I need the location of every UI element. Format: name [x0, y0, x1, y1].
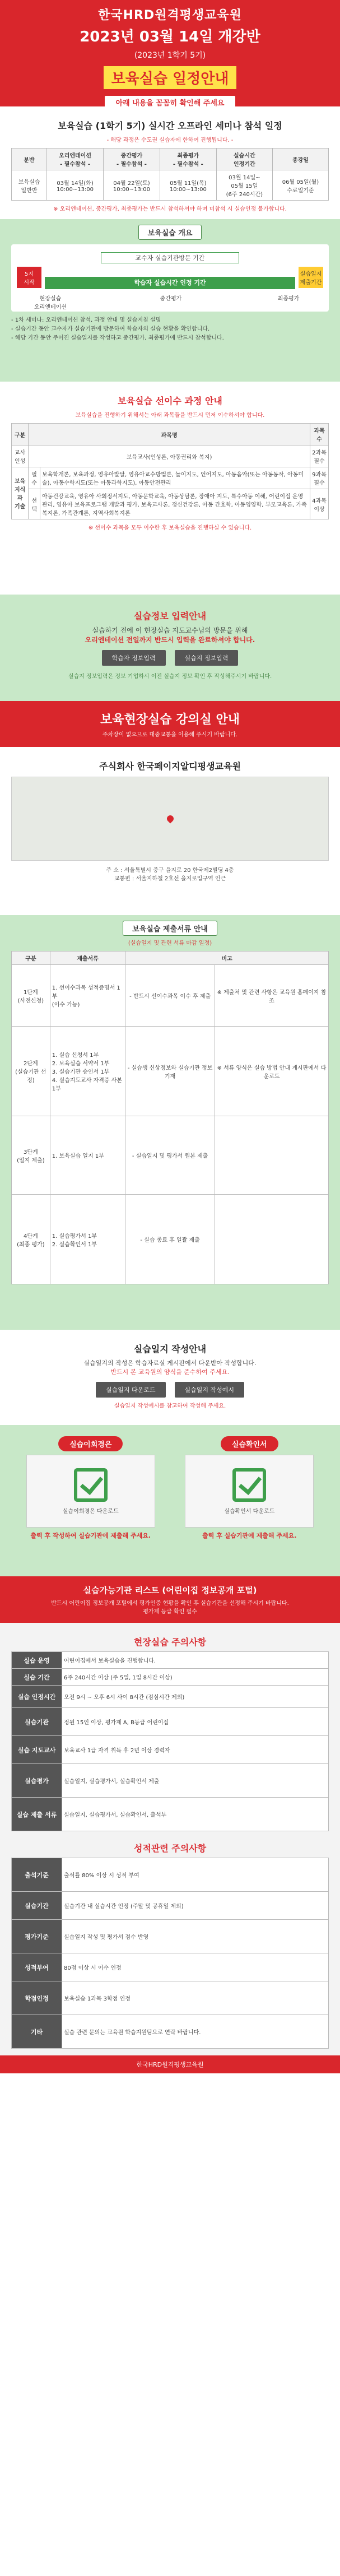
courses-desc: 보육실습을 진행하기 위해서는 아래 과목들을 반드시 먼저 이수하셔야 합니다. — [75, 412, 265, 419]
docs-header: 비고 — [125, 952, 329, 965]
overview-note: - 실습기간 동안 교수자가 실습기관에 방문하여 학습자의 실습 현황을 확인합니다. — [11, 326, 210, 332]
doc-right-download: 실습확인서 다운로드 — [224, 1508, 275, 1515]
practice-info-line2: 오리엔테이션 전일까지 반드시 입력을 완료하셔야 합니다. — [85, 636, 255, 644]
docs-cell: 1. 실습평가서 1부 2. 실습확인서 1부 — [50, 1195, 125, 1284]
overview-notes — [11, 316, 329, 343]
visit-period: 교수자 실습기관방문 기간 — [101, 252, 239, 263]
grades-title: 성적관련 주의사항 — [133, 1843, 207, 1854]
docs-title: 보육실습 제출서류 안내 — [123, 921, 217, 936]
label-final: 최종평가 — [277, 296, 300, 302]
journal-line1: 실습일지의 작성은 학습자료실 게시판에서 다운받아 작성합니다. — [83, 1359, 257, 1367]
list-line1: 반드시 어린이집 정보공개 포털에서 평가인증 현황을 확인 후 실습기관을 선정해 주시기 바랍니다. — [51, 1600, 289, 1607]
timeline-bar: 학습자 실습시간 인정 기간 — [45, 277, 295, 289]
practice-info-line1: 실습하기 전에 이 현장실습 지도교수님의 방문을 위해 — [92, 626, 248, 634]
schedule-cell: 04월 22일(토) 10:00~13:00 — [103, 170, 160, 201]
confirm-section — [0, 1425, 340, 1576]
schedule-footnote: ※ 오리엔테이션, 중간평가, 최종평가는 반드시 참석하셔야 하며 미참석 시 실습인정 불가합니다. — [53, 206, 287, 212]
schedule-table — [11, 148, 329, 201]
list-title[interactable]: 실습가능기관 리스트 (어린이집 정보공개 포털) — [83, 1585, 257, 1595]
cautions-section — [0, 1623, 340, 2055]
doc-left-image[interactable] — [26, 1455, 155, 1528]
grade-text: 실습기간 내 실습시간 인정 (주말 및 공휴일 제외) — [62, 1892, 329, 1920]
grade-text: 실습일지 작성 및 평가서 점수 반영 — [62, 1920, 329, 1953]
practice-info-note: 실습지 정보입력은 정보 기업하시 이전 실습지 정보 확인 후 작성해주시기 바랍니다. — [68, 674, 272, 680]
journal-title: 실습일지 작성안내 — [133, 1344, 207, 1354]
docs-cell: - 실습 종료 후 일괄 제출 — [125, 1195, 215, 1284]
journal-line2: 반드시 본 교육원의 양식을 준수하여 주세요. — [110, 1368, 230, 1376]
timeline-start: 5지 시작 — [17, 267, 41, 288]
label-mid: 중간평가 — [160, 296, 182, 302]
label-ot: 현장실습 오리엔테이션 — [34, 296, 67, 310]
hero-header — [0, 0, 340, 120]
docs-section — [0, 915, 340, 1330]
grade-label: 실습기간 — [12, 1892, 62, 1920]
caution-label: 실습기관 — [12, 1708, 62, 1736]
courses-cell: 교사 인성 — [12, 445, 29, 467]
caution-label: 실습 제출 서류 — [12, 1798, 62, 1831]
cautions-table — [11, 1651, 329, 1831]
footer: 한국HRD원격평생교육원 — [0, 2055, 340, 2073]
docs-header: 제출서류 — [50, 952, 125, 965]
docs-cell: - 실습일지 및 평가서 원본 제출 — [125, 1116, 215, 1195]
journal-download-button[interactable]: 실습일지 다운로드 — [96, 1382, 166, 1398]
schedule-cell: 보육실습 일반반 — [12, 170, 47, 201]
timeline-end: 실습일지 제출기간 — [299, 267, 323, 288]
courses-cell: 보육학개론, 보육과정, 영유아발달, 영유아교수방법론, 놀이지도, 언어지도, 아동음악(또는 아동동작, 아동미술), 아동수학지도(또는 아동과학지도), 아동안전관리 — [40, 467, 310, 489]
docs-cell: 1. 선이수과목 성적증명서 1부 (이수 가능) — [50, 965, 125, 1027]
courses-cell: 필수 — [29, 467, 40, 489]
grade-text: 출석률 80% 이상 시 성적 부여 — [62, 1858, 329, 1892]
term-sub: (2023년 1학기 5기) — [134, 51, 206, 60]
schedule-banner: 보육실습 일정안내 — [104, 66, 237, 89]
caution-label: 실습 운영 — [12, 1652, 62, 1669]
courses-cell: 보육 지식과 기술 — [12, 467, 29, 519]
note-title: 아래 내용을 꼼꼼히 확인해 주세요 — [105, 96, 236, 109]
seminar-schedule — [0, 106, 340, 219]
docs-cell: 1단계 (사전신청) — [12, 965, 50, 1027]
caution-text: 6주 240시간 이상 (주 5일, 1일 8시간 이상) — [62, 1669, 329, 1686]
lecture-transport: 교통편 : 서울지하철 2호선 을지로입구역 인근 — [114, 876, 226, 882]
courses-cell: 보육교사(인성론, 아동권리와 복지) — [29, 445, 310, 467]
practice-info-title: 실습정보 입력안내 — [133, 611, 207, 621]
schedule-cell: 03월 14일~ 05월 15일 (6주 240시간) — [216, 170, 272, 201]
lecture-place: 주식회사 한국페이지알디평생교육원 — [99, 761, 241, 772]
docs-cell: 1. 실습 신청서 1부 2. 보육실습 서약서 1부 3. 실습기관 승인서 1부 4. 실습지도교사 자격증 사본 1부 — [50, 1027, 125, 1116]
grade-label: 평가기준 — [12, 1920, 62, 1953]
courses-header: 과목명 — [29, 424, 310, 445]
caution-text: 실습일지, 실습평가서, 실습확인서 제출 — [62, 1764, 329, 1798]
grade-label: 학점인정 — [12, 1981, 62, 2015]
docs-cell: - 반드시 선이수과목 이수 후 제출 — [125, 965, 215, 1027]
schedule-cell: 05월 11일(목) 10:00~13:00 — [160, 170, 216, 201]
seminar-title: 보육실습 (1학기 5기) 실시간 오프라인 세미나 참석 일정 — [58, 120, 282, 131]
lecture-sub: 주차장이 없으므로 대중교통을 이용해 주시기 바랍니다. — [102, 732, 238, 738]
site-info-button[interactable]: 실습지 정보입력 — [175, 650, 239, 666]
cautions-title: 현장실습 주의사항 — [133, 1637, 207, 1647]
schedule-header: 분반 — [12, 148, 47, 170]
grades-table — [11, 1858, 329, 2049]
lecture-address: 주 소 : 서울특별시 중구 을지로 20 한국제2빌딩 4층 — [106, 867, 234, 874]
seminar-subtitle: - 해당 과정은 수도권 실습자에 한하여 진행됩니다. - — [106, 137, 234, 143]
courses-cell: 2과목 필수 — [310, 445, 329, 467]
check-icon — [74, 1468, 108, 1502]
doc-left-head: 실습이회경은 — [58, 1436, 123, 1451]
courses-cell: 선택 — [29, 489, 40, 519]
lecture-map[interactable] — [11, 777, 329, 861]
courses-header: 구분 — [12, 424, 29, 445]
docs-cell — [215, 1116, 328, 1195]
lecture-band — [0, 701, 340, 747]
schedule-cell: 03월 14일(화) 10:00~13:00 — [47, 170, 104, 201]
courses-header: 과목수 — [310, 424, 329, 445]
caution-label: 실습 기간 — [12, 1669, 62, 1686]
courses-cell: 9과목 필수 — [310, 467, 329, 489]
doc-right-head: 실습확인서 — [221, 1436, 278, 1451]
lecture-title: 보육현장실습 강의실 안내 — [100, 713, 240, 727]
grade-text: 80점 이상 시 이수 인정 — [62, 1953, 329, 1981]
courses-title: 보육실습 선이수 과정 안내 — [118, 396, 222, 406]
caution-label: 실습 인정시간 — [12, 1686, 62, 1708]
schedule-header: 중간평가 - 필수참석 - — [103, 148, 160, 170]
docs-table — [11, 951, 329, 1284]
check-icon — [232, 1468, 266, 1502]
docs-cell: 4단계 (최종 평가) — [12, 1195, 50, 1284]
grade-label: 출석기준 — [12, 1858, 62, 1892]
schedule-cell: 06월 05일(월) 수료일기준 — [272, 170, 328, 201]
schedule-header: 최종평가 - 필수참석 - — [160, 148, 216, 170]
caution-label: 실습 지도교사 — [12, 1736, 62, 1764]
doc-left-download: 실습이회경은 다운로드 — [62, 1508, 119, 1515]
doc-left — [26, 1436, 155, 1540]
lecture-location — [0, 747, 340, 915]
docs-cell: ※ 제출처 및 관련 사항은 교육원 홈페이지 참조 — [215, 965, 328, 1027]
grade-label: 성적부여 — [12, 1953, 62, 1981]
docs-cell: ※ 서류 양식은 실습 방법 안내 게시판에서 다운로드 — [215, 1027, 328, 1116]
journal-example-button[interactable]: 실습일지 작성예시 — [175, 1382, 245, 1398]
grade-text: 보육실습 1과목 3학점 인정 — [62, 1981, 329, 2015]
docs-cell: 3단계 (일지 제출) — [12, 1116, 50, 1195]
docs-header: 구분 — [12, 952, 50, 965]
note-desc: 아래 내용을 확인하지 않으시고 학기 이후 실습을 진행하시면 생기는 불이익은 학생 본인에게 있습니다. — [44, 114, 296, 120]
learner-info-button[interactable]: 학습자 정보입력 — [102, 650, 166, 666]
courses-footnote: ※ 선이수 과목을 모두 이수한 후 보육실습을 진행하실 수 있습니다. — [88, 525, 252, 531]
doc-right-image[interactable] — [185, 1455, 314, 1528]
map-pin-icon — [165, 814, 175, 824]
schedule-header: 실습시간 인정기간 — [216, 148, 272, 170]
overview-note: - 1차 세미나: 오리엔테이션 참석, 과정 안내 및 실습지침 설명 — [11, 317, 161, 323]
open-date: 2023년 03월 14일 개강반 — [80, 29, 260, 45]
org-name: 한국HRD원격평생교육원 — [98, 8, 242, 22]
list-band — [0, 1576, 340, 1623]
courses-cell: 4과목 이상 — [310, 489, 329, 519]
caution-text: 오전 9시 ~ 오후 6시 사이 8시간 (점심시간 제외) — [62, 1686, 329, 1708]
docs-cell: 1. 보육실습 일지 1부 — [50, 1116, 125, 1195]
caution-text: 보육교사 1급 자격 취득 후 2년 이상 경력자 — [62, 1736, 329, 1764]
overview-section — [0, 219, 340, 382]
schedule-header: 오리엔테이션 - 필수참석 - — [47, 148, 104, 170]
caution-text: 어린이집에서 보육실습을 진행합니다. — [62, 1652, 329, 1669]
grade-text: 실습 관련 문의는 교육원 학습지원팀으로 연락 바랍니다. — [62, 2015, 329, 2049]
doc-right-caption: 출력 후 실습기관에 제출해 주세요. — [202, 1532, 297, 1539]
list-line2: 평가제 등급 확인 필수 — [143, 1609, 197, 1615]
grade-label: 기타 — [12, 2015, 62, 2049]
caution-label: 실습평가 — [12, 1764, 62, 1798]
docs-cell — [215, 1195, 328, 1284]
caution-text: 정원 15인 이상, 평가제 A, B등급 어린이집 — [62, 1708, 329, 1736]
doc-right — [185, 1436, 314, 1540]
overview-timeline — [11, 244, 329, 312]
courses-cell: 아동건강교육, 영유아 사회정서지도, 아동문학교육, 아동상담론, 장애아 지도, 특수아동 이해, 어린이집 운영 관리, 영유아 보육프로그램 개발과 평가, 보육교사론, 정신건강론, 아동 간호학, 아동영양학, 부모교육론, 가족복지론, 가족관계론, 지역사회복지론 — [40, 489, 310, 519]
docs-sub: (실습일지 및 관련 서류 마감 일정) — [128, 940, 212, 946]
docs-cell: 2단계 (실습기관 선정) — [12, 1027, 50, 1116]
courses-section — [0, 382, 340, 595]
docs-cell: - 실습생 신상정보와 실습기관 정보 기재 — [125, 1027, 215, 1116]
caution-text: 실습일지, 실습평가서, 실습확인서, 출석부 — [62, 1798, 329, 1831]
practice-info-section — [0, 595, 340, 701]
schedule-header: 종강일 — [272, 148, 328, 170]
courses-table — [11, 423, 329, 519]
overview-title: 보육실습 개요 — [138, 225, 202, 240]
doc-left-caption: 출력 후 작성하여 실습기관에 제출해 주세요. — [30, 1532, 151, 1539]
journal-section — [0, 1330, 340, 1425]
journal-note: 실습일지 작성예시를 참고하여 작성해 주세요. — [114, 1403, 226, 1409]
overview-note: - 해당 기간 동안 주어진 실습일지를 작성하고 중간평가, 최종평가에 반드시 참석합니다. — [11, 335, 224, 341]
